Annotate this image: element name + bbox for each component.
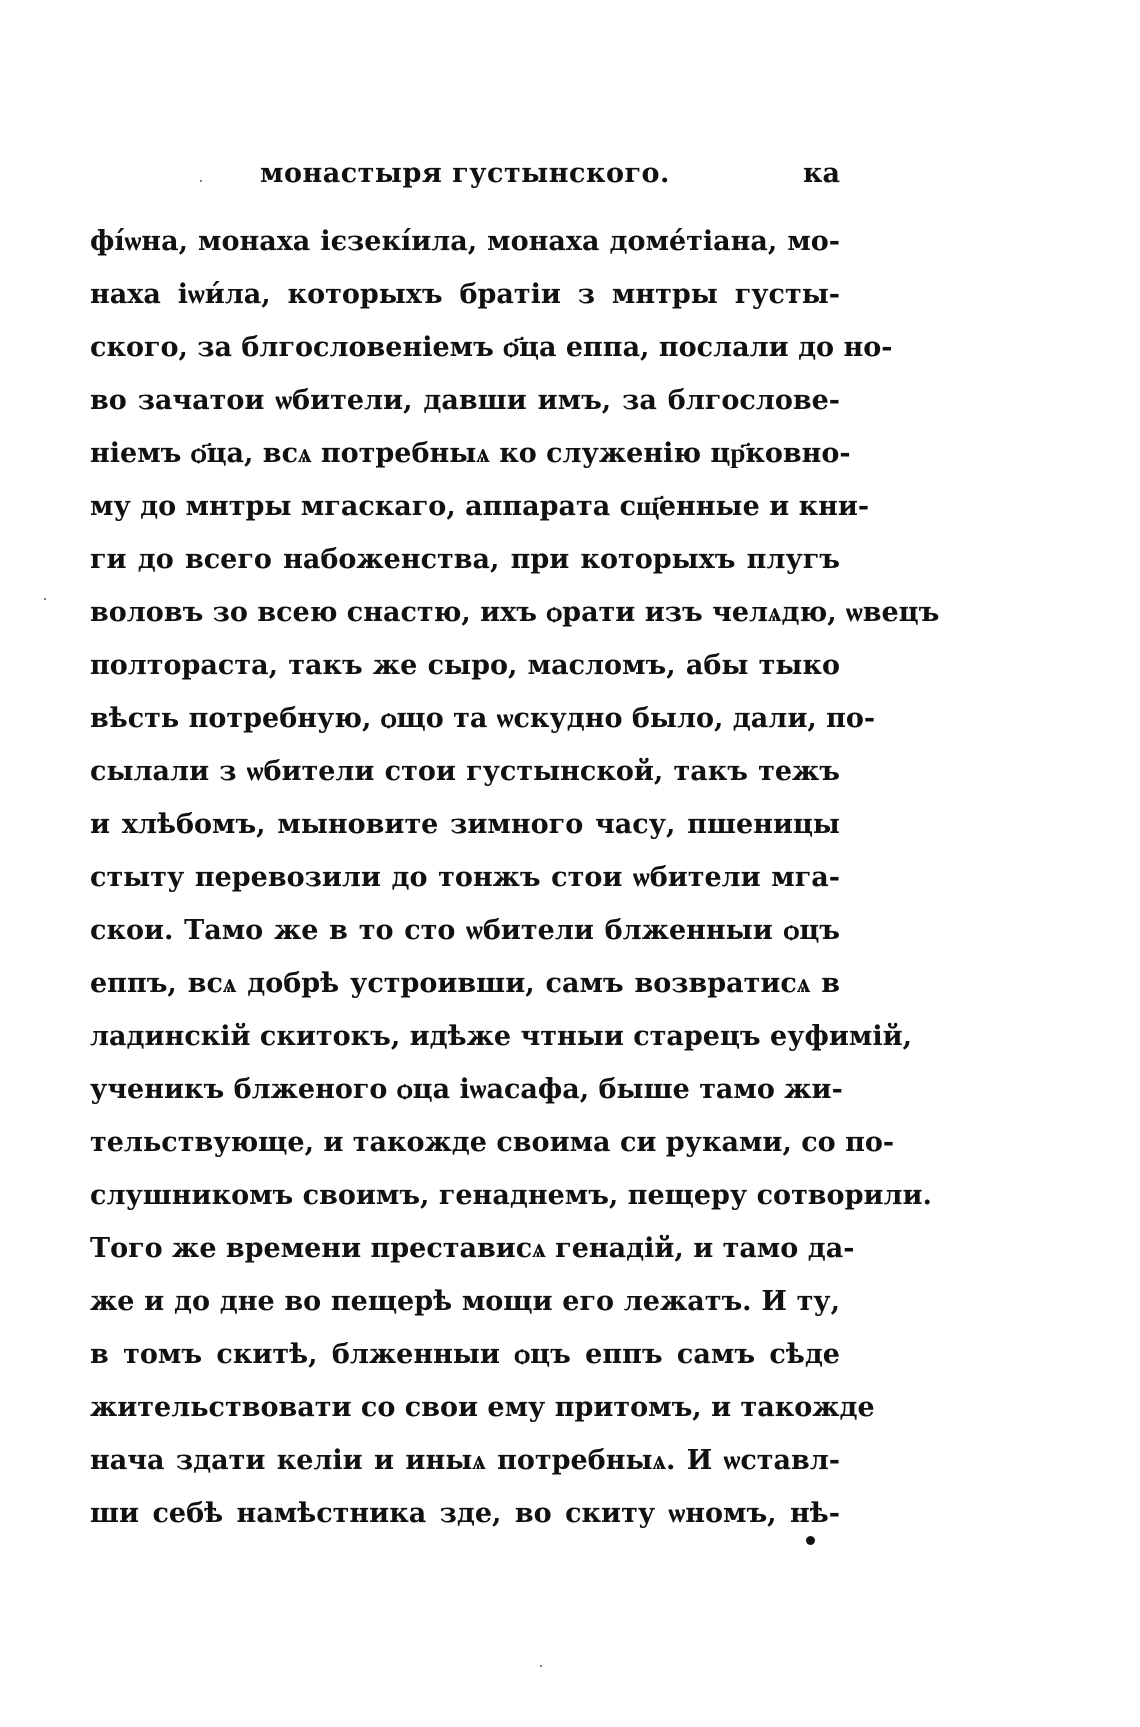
text-line: слушникомъ своимъ, генаднемъ, пещеру сотворили. <box>90 1180 932 1211</box>
text-line: тельствующе, и такожде своима си руками, со по- <box>90 1127 895 1158</box>
text-line: ги до всего набоженства, при которыхъ плугъ <box>90 544 840 575</box>
text-line: полтораста, такъ же сыро, масломъ, абы тыко <box>90 650 840 681</box>
text-line: ніемъ ѻ҃ца, всѧ потребныѧ ко служенію цр҃ковно- <box>90 438 851 469</box>
text-line: Того же времени престависѧ генадій, и тамо да- <box>90 1233 855 1264</box>
text-line: жительствовати со свои ему притомъ, и такожде <box>90 1392 875 1423</box>
dust-speck <box>44 598 46 600</box>
body-text <box>90 215 940 1540</box>
text-line: ученикъ блженого ѻца іѡасафа, быше тамо жи- <box>90 1074 843 1105</box>
text-line: в томъ скитѣ, блженныи ѻцъ еппъ самъ сѣде <box>90 1339 840 1370</box>
text-line: во зачатои ѡбители, давши имъ, за блгослове- <box>90 385 840 416</box>
folio-number: ка <box>803 158 840 189</box>
text-line: сылали з ѡбители стои густынской, такъ тежъ <box>90 756 840 787</box>
text-line: му до мнтры мгаскаго, аппарата сщ҃енные и кни- <box>90 491 870 522</box>
text-line: стыту перевозили до тонжъ стои ѡбители мга- <box>90 862 840 893</box>
running-title: монастыря густынского. <box>260 158 670 189</box>
ink-speck <box>806 1536 815 1545</box>
text-line: скои. Тамо же в то сто ѡбители блженныи ѻцъ <box>90 915 840 946</box>
text-line: ского, за блгословеніемъ ѻ҃ца еппа, послали до но- <box>90 332 893 363</box>
page-header <box>90 158 840 198</box>
dust-speck <box>200 180 202 182</box>
text-line: фі́ѡна, монаха ієзекі́ила, монаха доме́тіана, мо- <box>90 226 840 257</box>
text-line: нача здати келіи и иныѧ потребныѧ. И ѡставл- <box>90 1445 840 1476</box>
text-line: и хлѣбомъ, мыновите зимного часу, пшеницы <box>90 809 840 840</box>
text-line: наха іѡи́ла, которыхъ братіи з мнтры густы- <box>90 279 840 310</box>
text-line: еппъ, всѧ добрѣ устроивши, самъ возвратисѧ в <box>90 968 840 999</box>
dust-speck <box>540 1665 542 1667</box>
text-line: вѣсть потребную, ѻщо та ѡскудно было, дали, по- <box>90 703 876 734</box>
text-line: же и до дне во пещерѣ мощи его лежатъ. И ту, <box>90 1286 840 1317</box>
text-line: ши себѣ намѣстника зде, во скиту ѡномъ, нѣ- <box>90 1498 840 1529</box>
text-line: воловъ зо всею снастю, ихъ ѻрати изъ челѧдю, ѡвецъ <box>90 597 940 628</box>
text-line: ладинскій скитокъ, идѣже чтныи старецъ еуфимій, <box>90 1021 912 1052</box>
